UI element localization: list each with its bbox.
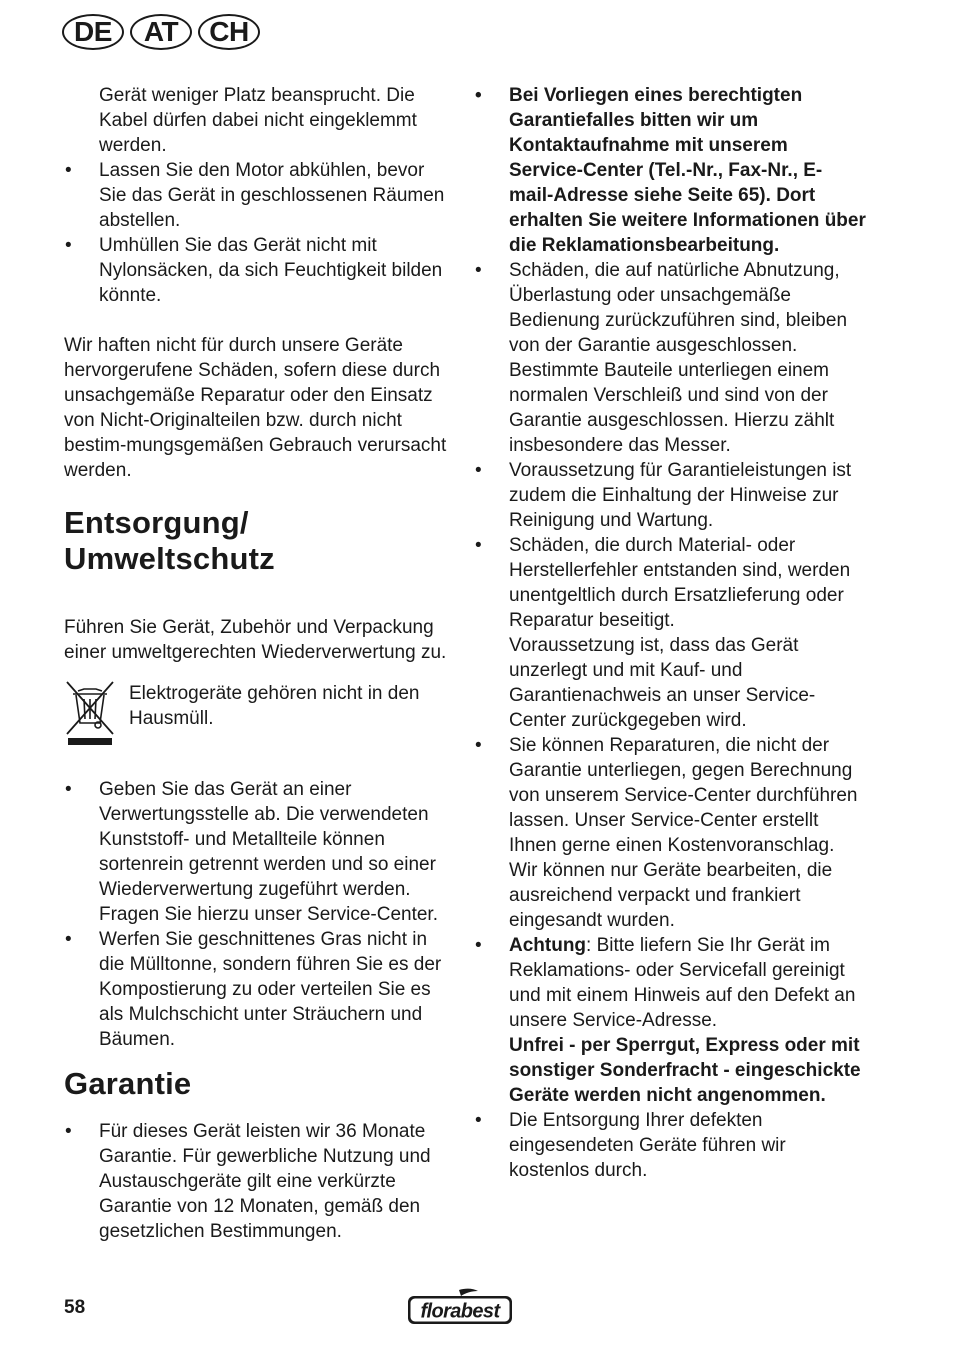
right-column [474,83,866,1183]
country-badge-de: DE [62,14,124,50]
continued-text: Gerät weniger Platz beansprucht. Die Kabel dürfen dabei nicht eingeklemmt werden. [99,85,417,156]
list-item: • Lassen Sie den Motor abkühlen, bevor Sie das Gerät in geschlossenen Räumen abstellen. [64,158,448,233]
list-item [474,933,866,1108]
disposal-list [64,777,448,1052]
list-item: • Bei Vorliegen eines berechtigten Garantiefalles bitten wir um Kontaktaufnahme mit unserem Service-Center (Tel.-Nr., Fax-Nr., E-mail-Adresse siehe Seite 65). Dort erhalten Sie weitere Informationen über die Reklamationsbearbeitung. [474,83,866,258]
list-item: • Für dieses Gerät leisten wir 36 Monate Garantie. Für gewerbliche Nutzung und Austauschgeräte gilt eine verkürzte Garantie von 12 Monaten, gemäß den gesetzlichen Bestimmungen. [64,1119,448,1244]
list-item: • Umhüllen Sie das Gerät nicht mit Nylonsäcken, da sich Feuchtigkeit bilden könnte. [64,233,448,308]
list-item: • Schäden, die auf natürliche Abnutzung, Überlastung oder unsachgemäße Bedienung zurückzuführen sind, bleiben von der Garantie ausgeschlossen. Bestimmte Bauteile unterliegen einem normalen Verschleiß und sind von der Garantie ausgeschlossen. Hierzu zählt insbesondere das Messer. [474,258,866,458]
list-item-text: Schäden, die durch Material- oder Herstellerfehler entstanden sind, werden unentgeltlich durch Ersatzlieferung oder Reparatur beseitigt. [509,535,851,631]
warranty-conditions-list [474,83,866,1183]
list-item: • Voraussetzung für Garantieleistungen ist zudem die Einhaltung der Hinweise zur Reinigung und Wartung. [474,458,866,533]
disposal-heading-line-1: Entsorgung/ [64,505,249,540]
list-item-bold: Unfrei - per Sperrgut, Express oder mit sonstiger Sonderfracht - eingeschickte Geräte werden nicht angenommen. [509,1035,861,1106]
page-number: 58 [64,1297,86,1318]
list-item-text: : Bitte liefern Sie Ihr Gerät im Reklamations- oder Servicefall gereinigt und mit einem Hinweis auf den Defekt an unsere Service-Adresse. [509,935,856,1031]
warranty-list [64,1119,448,1244]
attention-label: Achtung [509,935,587,956]
list-item: • Werfen Sie geschnittenes Gras nicht in die Mülltonne, sondern führen Sie es der Kompostierung zu oder verteilen Sie es als Mulchschicht unter Sträuchern und Bäumen. [64,927,448,1052]
list-item [474,733,866,933]
list-item-extra: Wir können nur Geräte bearbeiten, die ausreichend verpackt und frankiert eingesandt wurden. [509,860,833,931]
list-item: • Geben Sie das Gerät an einer Verwertungsstelle ab. Die verwendeten Kunststoff- und Metallteile können sortenrein getrennt werden und so einer Wiederverwertung zugeführt werden. Fragen Sie hierzu unser Service-Center. [64,777,448,927]
crossed-out-wheelie-bin-icon [64,679,116,745]
list-item: • Die Entsorgung Ihrer defekten eingesendeten Geräte führen wir kostenlos durch. [474,1108,866,1183]
list-item-text: Sie können Reparaturen, die nicht der Garantie unterliegen, gegen Berechnung von unserem Service-Center durchführen lassen. Unser Service-Center erstellt Ihnen gerne einen Kostenvoranschlag. [509,735,858,856]
list-item-extra: Voraussetzung ist, dass das Gerät unzerlegt und mit Kauf- und Garantienachweis an unser Service-Center zurückgegeben wird. [509,635,816,731]
left-column [64,83,448,1244]
weee-notice [64,681,448,745]
country-badge-at: AT [130,14,192,50]
disposal-heading [64,505,448,577]
warranty-heading: Garantie [64,1066,192,1101]
disposal-heading-line-2: Umweltschutz [64,541,275,576]
florabest-logo [405,1287,515,1327]
list-item [474,533,866,733]
disposal-intro: Führen Sie Gerät, Zubehör und Verpackung einer umweltgerechten Wiederverwertung zu. [64,617,447,663]
country-badge-ch: CH [198,14,260,50]
logo-text: florabest [420,1300,500,1323]
country-badges [62,14,260,50]
liability-paragraph: Wir haften nicht für durch unsere Geräte hervorgerufene Schäden, sofern diese durch unsachgemäße Reparatur oder den Einsatz von Nicht-Originalteilen bzw. durch nicht bestim-mungsgemäßen Gebrauch verursacht werden. [64,335,447,481]
weee-text: Elektrogeräte gehören nicht in den Hausmüll. [129,683,420,729]
storage-list [64,158,448,308]
